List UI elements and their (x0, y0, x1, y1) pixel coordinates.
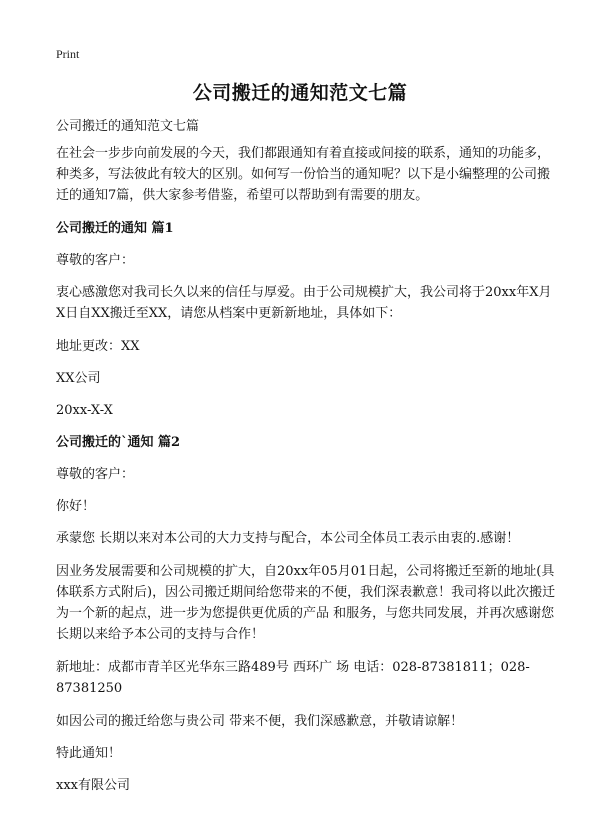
section1-company: XX公司 (56, 371, 101, 386)
intro-paragraph: 在社会一步步向前发展的今天，我们都跟通知有着直接或间接的联系，通知的功能多，种类多，写法彼此有较大的区别。如何写一份恰当的通知呢？以下是小编整理的公司搬迁的通知7篇，供大家参考借鉴，希望可以帮助到有需要的朋友。 (56, 146, 551, 203)
section2-new-address: 新地址：成都市青羊区光华东三路489号 西环广 场 电话：028-87381811；028-87381250 (56, 660, 530, 696)
section1-date: 20xx-X-X (56, 403, 113, 418)
section1-heading: 公司搬迁的通知 篇1 (56, 221, 174, 236)
section2-relocation: 因业务发展需要和公司规模的扩大，自20xx年05月01日起，公司将搬迁至新的地址(具体联系方式附后)，因公司搬迁期间给您带来的不便，我们深表歉意！我司将以此次搬迁为一个新的起点，进一步为您提供更优质的产品 和服务，与您共同发展，并再次感谢您长期以来给予本公司的支持与合作！ (56, 564, 556, 642)
section2-thanks: 承蒙您 长期以来对本公司的大力支持与配合，本公司全体员工表示由衷的.感谢！ (56, 531, 520, 546)
section1-body: 衷心感激您对我司长久以来的信任与厚爱。由于公司规模扩大，我公司将于20xx年X月X日自XX搬迁至XX，请您从档案中更新新地址，具体如下： (56, 285, 552, 321)
section2-heading: 公司搬迁的`通知 篇2 (56, 435, 181, 450)
section2-salutation: 尊敬的客户： (56, 467, 135, 482)
section2-greeting: 你好！ (56, 499, 96, 514)
section2-apology: 如因公司的搬迁给您与贵公司 带来不便，我们深感歉意，并敬请谅解！ (56, 714, 464, 729)
section2-signature: xxx有限公司 (56, 778, 130, 793)
section2-notice: 特此通知！ (56, 746, 122, 761)
article-subtitle: 公司搬迁的通知范文七篇 (56, 119, 200, 134)
article-content (56, 116, 556, 807)
print-link[interactable]: Print (56, 47, 80, 61)
page-title: 公司搬迁的通知范文七篇 (192, 82, 408, 104)
section1-salutation: 尊敬的客户： (56, 253, 135, 268)
section1-address: 地址更改：XX (56, 339, 140, 354)
